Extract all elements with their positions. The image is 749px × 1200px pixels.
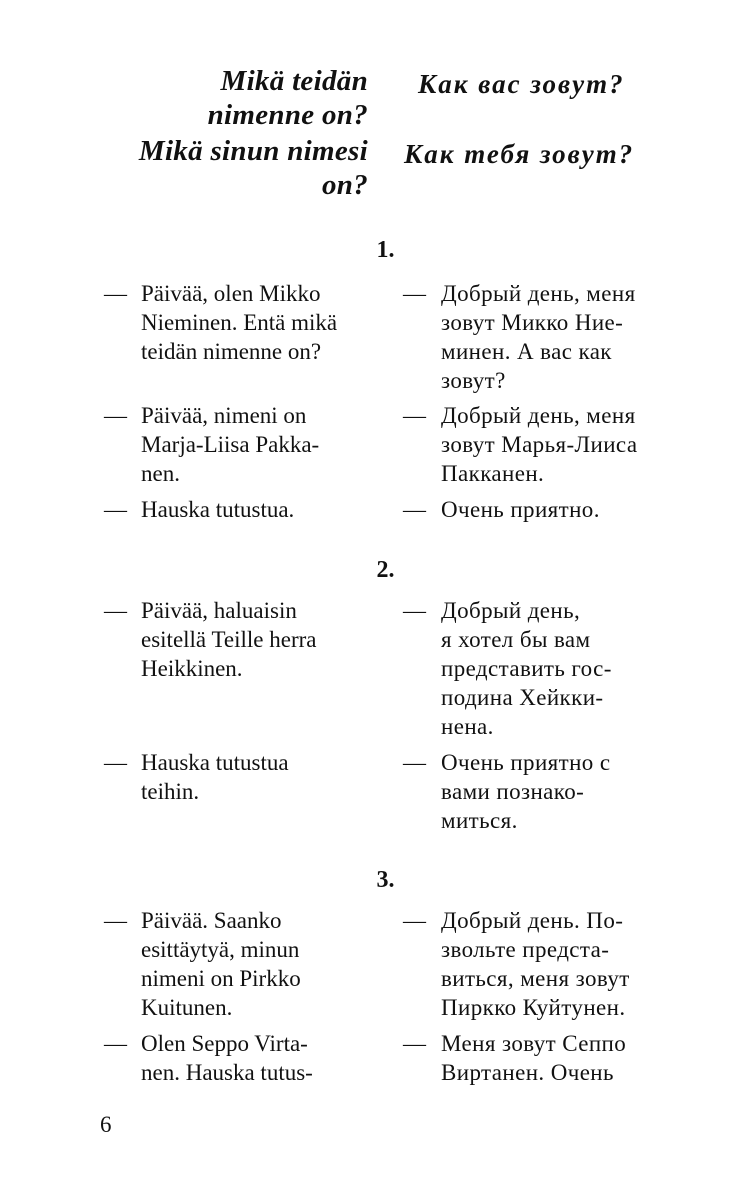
finnish-line: Hauska tutustua.	[141, 497, 295, 522]
russian-line: Пакканен.	[441, 461, 545, 486]
russian-title-line-2: Как тебя зовут?	[404, 139, 635, 169]
dialogue-dash: —	[104, 908, 127, 933]
dialogue-dash: —	[403, 281, 426, 306]
finnish-line: Nieminen. Entä mikä	[141, 310, 338, 335]
russian-line: миться.	[441, 808, 518, 833]
finnish-line: nen.	[141, 461, 180, 486]
dialogue-dash: —	[403, 908, 426, 933]
russian-line: зовут Марья-Лииса	[441, 432, 638, 457]
finnish-line: Kuitunen.	[141, 995, 233, 1020]
finnish-title-line-3: Mikä sinun nimesi	[138, 135, 368, 167]
russian-line: Пиркко Куйтунен.	[441, 995, 626, 1020]
finnish-line: teidän nimenne on?	[141, 339, 322, 364]
russian-line: Добрый день, меня	[441, 403, 636, 428]
russian-line: представить гос-	[441, 656, 612, 681]
russian-line: Виртанен. Очень	[441, 1060, 614, 1085]
russian-line: звольте предста-	[441, 937, 610, 962]
russian-line: Очень приятно.	[441, 497, 600, 522]
dialogue-dash: —	[104, 598, 127, 623]
finnish-line: nen. Hauska tutus-	[141, 1060, 313, 1085]
russian-line: нена.	[441, 714, 494, 739]
finnish-title-line-4: on?	[321, 169, 368, 201]
dialogue-dash: —	[104, 403, 127, 428]
finnish-line: Päivää, nimeni on	[141, 403, 307, 428]
section-number-1: 1.	[376, 237, 395, 263]
dialogue-dash: —	[403, 750, 426, 775]
russian-line: Очень приятно с	[441, 750, 611, 775]
russian-line: я хотел бы вам	[441, 627, 591, 652]
russian-line: зовут?	[441, 368, 506, 393]
dialogue-dash: —	[403, 497, 426, 522]
russian-line: виться, меня зовут	[441, 966, 630, 991]
finnish-line: esittäytyä, minun	[141, 937, 300, 962]
russian-line: Добрый день,	[441, 598, 581, 623]
finnish-title-line-2: nimenne on?	[207, 99, 368, 131]
dialogue-dash: —	[104, 1031, 127, 1056]
finnish-line: Päivää, olen Mikko	[141, 281, 321, 306]
dialogue-dash: —	[104, 497, 127, 522]
finnish-line: teihin.	[141, 779, 200, 804]
finnish-title-line-1: Mikä teidän	[220, 65, 368, 97]
russian-line: Меня зовут Сеппо	[441, 1031, 627, 1056]
section-number-3: 3.	[376, 867, 395, 893]
russian-line: Добрый день. По-	[441, 908, 624, 933]
finnish-line: Päivää, haluaisin	[141, 598, 297, 623]
finnish-line: Päivää. Saanko	[141, 908, 282, 933]
russian-line: вами познако-	[441, 779, 585, 804]
finnish-line: Hauska tutustua	[141, 750, 289, 775]
dialogue-dash: —	[403, 403, 426, 428]
dialogue-dash: —	[403, 598, 426, 623]
finnish-line: Olen Seppo Virta-	[141, 1031, 308, 1056]
page-number: 6	[100, 1112, 112, 1137]
finnish-line: esitellä Teille herra	[141, 627, 317, 652]
finnish-line: Heikkinen.	[141, 656, 243, 681]
finnish-line: nimeni on Pirkko	[141, 966, 301, 991]
dialogue-dash: —	[104, 281, 127, 306]
russian-line: зовут Микко Ние-	[441, 310, 624, 335]
section-number-2: 2.	[376, 557, 395, 583]
russian-line: Добрый день, меня	[441, 281, 636, 306]
dialogue-dash: —	[104, 750, 127, 775]
russian-title-line-1: Как вас зовут?	[418, 69, 625, 99]
finnish-line: Marja-Liisa Pakka-	[141, 432, 320, 457]
russian-line: подина Хейкки-	[441, 685, 604, 710]
dialogue-dash: —	[403, 1031, 426, 1056]
russian-line: минен. А вас как	[441, 339, 612, 364]
